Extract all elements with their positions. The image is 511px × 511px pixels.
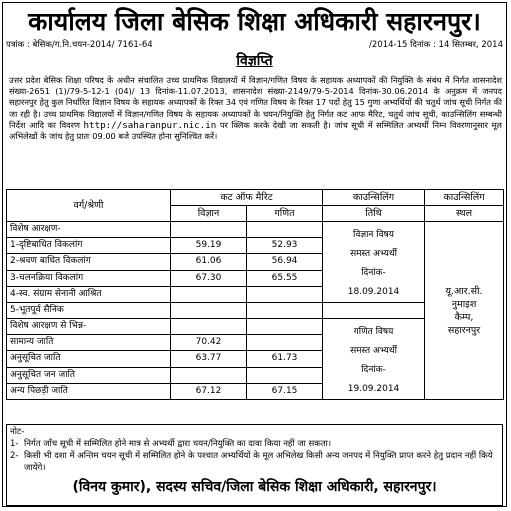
website-link[interactable]: http://saharanpur.nic.in xyxy=(83,119,217,131)
header-date-sub: तिथि xyxy=(323,206,425,222)
notice-heading xyxy=(3,53,506,70)
notes-heading: नोट- xyxy=(10,427,25,437)
reference-row xyxy=(3,40,506,51)
header-cutoff-merit: कट ऑफ मैरिट xyxy=(171,190,323,206)
letter-number: पत्रांक : बेसिक/ग.नि.चयन-2014/ 7161-64 xyxy=(6,40,153,50)
table-row: अनुसूचित जाति 63.77 61.73 xyxy=(7,351,504,367)
note-item: 2- किसी भी दशा में अन्तिम चयन सूची में सम्मिलित होने के पश्चात अभ्यर्थियों के मूल अभिलेख किसी अन्य जनपद में नियुक्ति प्राप्त करने हेतु प्रदान नहीं किये जायेंगे। xyxy=(10,451,493,473)
table-row: अन्य पिछड़ी जाति 67.12 67.15 xyxy=(7,383,504,399)
table-row: अनुसूचित जन जाति xyxy=(7,367,504,383)
cutoff-merit-table xyxy=(6,189,504,400)
header-math: गणित xyxy=(247,206,323,222)
header-category: वर्ग/श्रेणी xyxy=(7,190,171,222)
notes-section xyxy=(6,424,503,506)
section-other-reservation: विशेष आरक्षण से भिन्न- xyxy=(7,319,171,335)
table-row: 1-दृष्टिबाधित विकलांग 59.19 52.93 xyxy=(7,238,504,254)
signature-line: (विनय कुमार), सदस्य सचिव/जिला बेसिक शिक्षा अधिकारी, सहारनपुर। xyxy=(72,479,437,495)
notice-title: विज्ञप्ति xyxy=(236,53,273,69)
note-item: 1- निर्गत जाँच सूची में सम्मिलित होने मात्र से अभ्यर्थी द्वारा चयन/नियुक्ति का दावा किया नहीं जा सकता। xyxy=(10,439,332,449)
office-title: कार्यालय जिला बेसिक शिक्षा अधिकारी सहारनपुर। xyxy=(28,7,481,36)
notice-body xyxy=(3,75,506,187)
header-science: विज्ञान xyxy=(171,206,247,222)
table-row: 5-भूतपूर्व सैनिक xyxy=(7,303,504,319)
body-text-tail: पर क्लिक करके देखी जा सकती है। जांच सूची में सम्मिलित अभ्यर्थी निम्न विवरणानुसार मूल अभिलेखों के जांच हेतु प्रातः 09.00 बजे उपस्थित होना सुनिश्चित करें। xyxy=(9,119,502,142)
table-row: 4-स्व. संग्राम सेनानी आश्रित xyxy=(7,286,504,302)
header-counselling-date: काउन्सिलिंग xyxy=(323,190,425,206)
counselling-venue: यू.आर.सी. नुमाइश कैम्प, सहारनपुर xyxy=(425,222,504,400)
section-special-reservation: विशेष आरक्षण- xyxy=(7,222,171,238)
header-counselling-place: काउन्सिलिंग xyxy=(425,190,504,206)
letter-date: /2014-15 दिनांक : 14 सितम्बर, 2014 xyxy=(369,40,503,50)
counselling-date-science: विज्ञान विषय समस्त अभ्यर्थी दिनांक- 18.09.2014 xyxy=(323,222,425,303)
table-row: 2-श्रवण बाधित विकलांग 61.06 56.94 xyxy=(7,254,504,270)
notice-page xyxy=(2,2,507,507)
table-row: सामान्य जाति 70.42 xyxy=(7,335,504,351)
header-place-sub: स्थल xyxy=(425,206,504,222)
body-text-main: उत्तर प्रदेश बेसिक शिक्षा परिषद के अधीन संचालित उच्च प्राथमिक विद्यालयों में विज्ञान/गणित विषय के सहायक अध्यापकों की नियुक्ति के संबंध में निर्गत शासनादेश संख्या-2651 (1)/79-5-12-1 (04)/ 13 दिनांक-11.07.2013, शासनादेश संख्या-2149/79-5-2014 दिनांक-30.06.2014 के अनुक्रम में जनपद सहारनपुर हेतु कुल निर्धारित विज्ञान विषय के सहायक अध्यापकों के रिक्त 34 एवं गणित विषय के रिक्त 17 पदों हेतु 15 गुणा अभ्यर्थियों की चतुर्थ जांच सूची निर्गत की जा रही है। उच्च प्राथमिक विद्यालयों में विज्ञान/गणित विषय के सहायक अध्यापकों के चयन/नियुक्ति हेतु निर्गत कट आफ मैरिट, चतुर्थ जांच सूची, काउन्सिलिंग सम्बन्धी निर्देश आदि का विवरण xyxy=(9,75,502,130)
counselling-date-math: गणित विषय समस्त अभ्यर्थी दिनांक- 19.09.2014 xyxy=(323,319,425,400)
table-row: 3-चलनक्रिया विकलांग 67.30 65.55 xyxy=(7,270,504,286)
